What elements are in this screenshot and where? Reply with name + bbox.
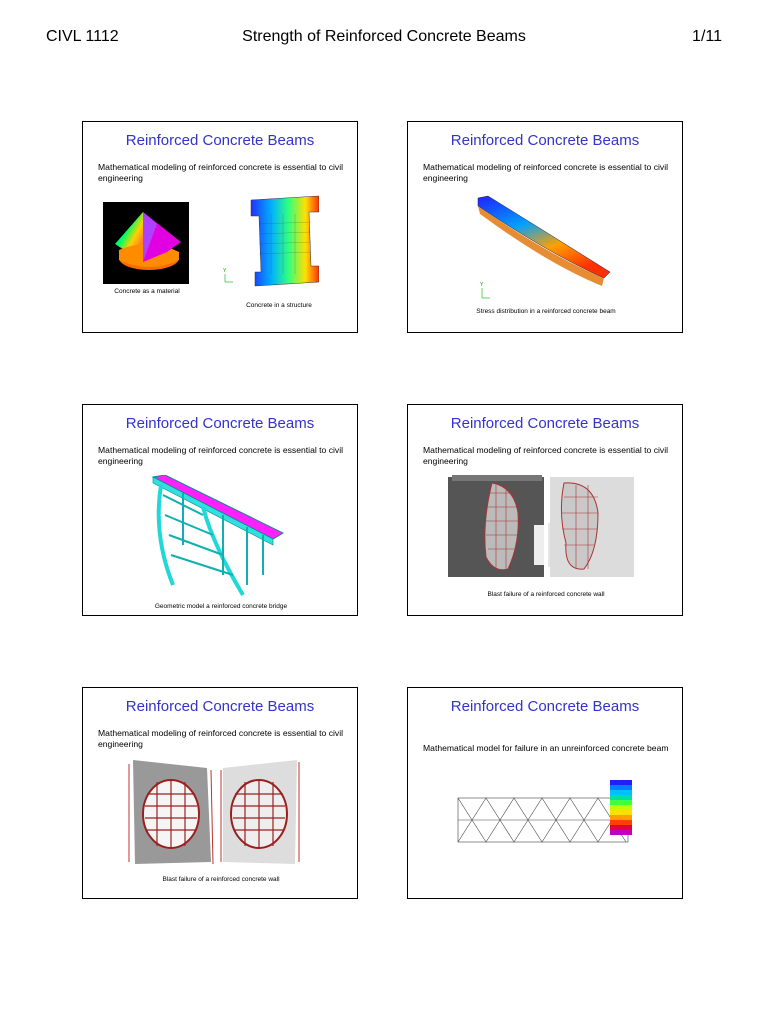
svg-text:Y: Y [223,268,227,274]
course-code: CIVL 1112 [46,28,119,45]
blast-failure-wall-image [448,473,638,583]
slide-2 [407,121,683,333]
slide-title: Reinforced Concrete Beams [125,698,315,715]
caption: Concrete in a structure [246,302,312,309]
slide-body: Mathematical modeling of reinforced concrete is essential to civil engineering [423,445,669,466]
caption: Blast failure of a reinforced concrete wall [162,876,280,883]
blast-failure-rebar-image [127,758,307,870]
slide-title: Reinforced Concrete Beams [125,415,315,432]
slide-5 [82,687,358,899]
slide-body: Mathematical modeling of reinforced concrete is essential to civil engineering [98,728,344,749]
slide-body: Mathematical modeling of reinforced concrete is essential to civil engineering [98,445,344,466]
bridge-model-image [143,475,293,601]
document-title: Strength of Reinforced Concrete Beams [242,28,526,45]
slide-6 [407,687,683,899]
slide-3 [82,404,358,616]
slide-body: Mathematical modeling of reinforced concrete is essential to civil engineering [98,162,344,183]
color-legend-icon [610,780,632,835]
slide-title: Reinforced Concrete Beams [450,132,640,149]
slide-1 [82,121,358,333]
slide-title: Reinforced Concrete Beams [450,698,640,715]
slide-4 [407,404,683,616]
slide-body: Mathematical model for failure in an unreinforced concrete beam [423,743,669,753]
caption: Stress distribution in a reinforced concrete beam [476,308,616,315]
caption: Concrete as a material [114,288,180,295]
concrete-material-image [103,202,189,284]
slide-title: Reinforced Concrete Beams [450,415,640,432]
concrete-structure-image [219,194,319,294]
svg-text:Y: Y [480,282,484,288]
caption: Blast failure of a reinforced concrete wall [487,591,605,598]
slide-title: Reinforced Concrete Beams [125,132,315,149]
stress-distribution-beam-image [470,194,612,304]
page-number: 1/11 [692,28,722,45]
caption: Geometric model a reinforced concrete bridge [154,603,288,610]
slide-body: Mathematical modeling of reinforced concrete is essential to civil engineering [423,162,669,183]
truss-model-image [456,778,636,850]
